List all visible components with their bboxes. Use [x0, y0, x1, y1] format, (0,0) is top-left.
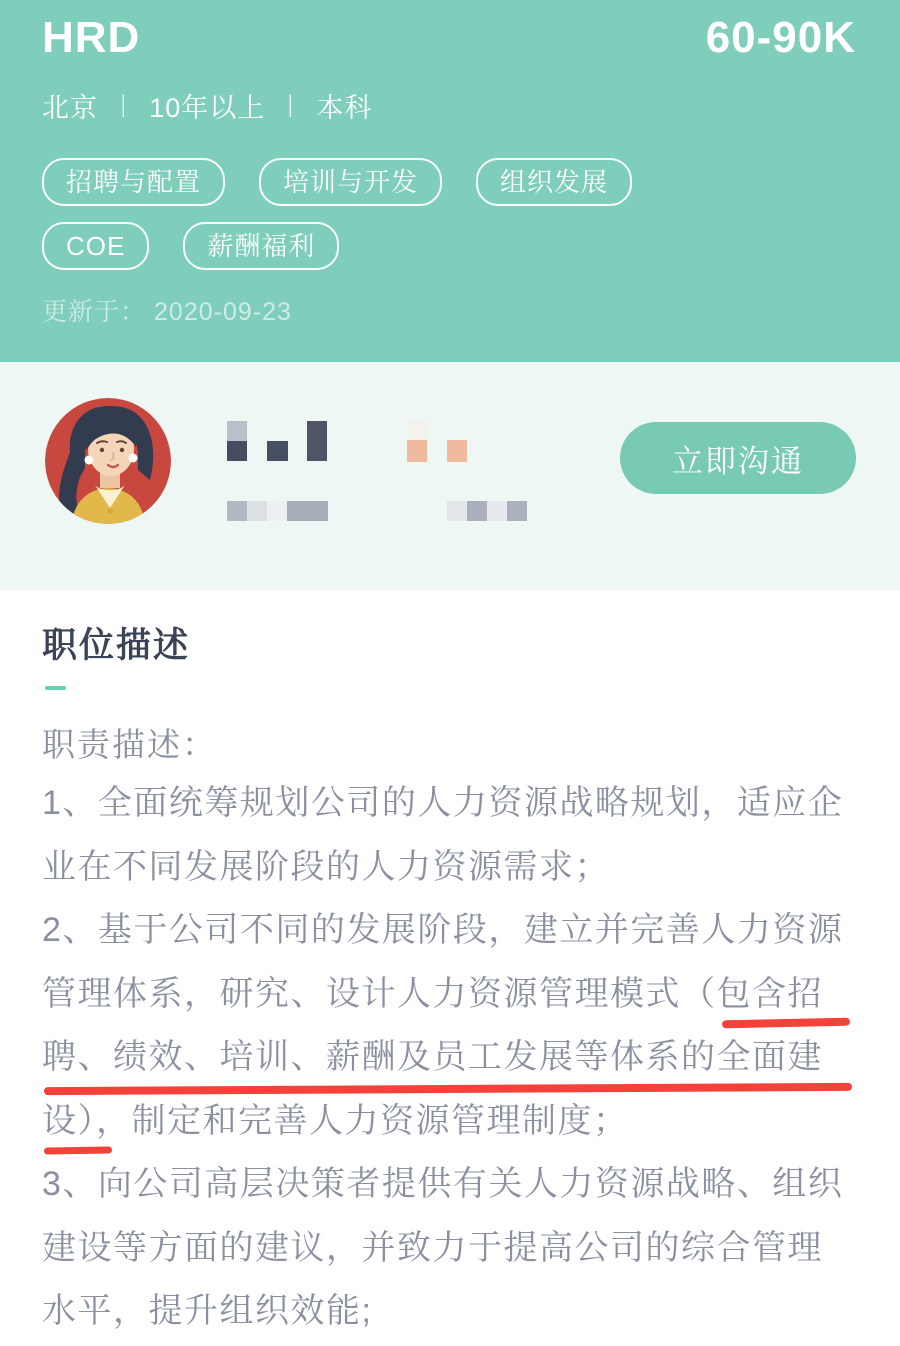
redacted-company-mosaic	[227, 501, 247, 521]
recruiter-card	[0, 362, 900, 590]
description-body	[42, 772, 872, 1344]
job-meta-row	[42, 86, 373, 124]
red-underline-annotation	[44, 1146, 112, 1154]
salary-range: 60-90K	[705, 13, 856, 62]
job-title: HRD	[42, 13, 141, 62]
description-line: 3、向公司高层决策者提供有关人力资源战略、组织	[42, 1165, 844, 1203]
updated-label: 更新于：	[42, 298, 147, 326]
recruiter-avatar[interactable]	[45, 398, 171, 524]
meta-experience: 10年以上	[149, 92, 266, 123]
description-line: 建设等方面的建议，并致力于提高公司的综合管理	[42, 1228, 823, 1267]
redacted-company-mosaic	[467, 501, 487, 521]
skill-tag-compensation: 薪酬福利	[183, 222, 339, 270]
redacted-status-mosaic	[407, 440, 427, 462]
description-intro: 职责描述：	[42, 726, 217, 763]
woman-avatar-illustration	[45, 398, 171, 524]
meta-education: 本科	[316, 92, 373, 123]
skill-tag-org-development: 组织发展	[476, 158, 632, 206]
updated-date-row	[42, 292, 292, 328]
redacted-company-mosaic	[487, 501, 507, 521]
description-line: 2、基于公司不同的发展阶段，建立并完善人力资源	[42, 911, 844, 949]
skill-tag-recruiting: 招聘与配置	[42, 158, 225, 206]
meta-separator: |	[288, 91, 294, 118]
updated-date: 2020-09-23	[154, 298, 292, 326]
redacted-name-mosaic	[227, 421, 247, 441]
redacted-name-mosaic	[227, 441, 247, 461]
teal-dash-accent	[45, 686, 66, 690]
description-line: 水平，提升组织效能;	[42, 1292, 373, 1330]
redacted-company-mosaic	[287, 501, 328, 521]
skill-tag-coe: COE	[42, 222, 149, 270]
chat-now-button[interactable]: 立即沟通	[620, 422, 856, 494]
skill-tags-row-1	[42, 158, 632, 206]
redacted-company-mosaic	[447, 501, 467, 521]
redacted-status-mosaic	[407, 421, 427, 440]
description-line: 设），制定和完善人力资源管理制度；	[42, 1101, 629, 1140]
redacted-name-mosaic	[267, 441, 288, 461]
skill-tags-row-2	[42, 222, 339, 270]
description-line: 业在不同发展阶段的人力资源需求；	[42, 847, 610, 886]
redacted-status-mosaic	[447, 440, 467, 462]
skill-tag-training: 培训与开发	[259, 158, 442, 206]
meta-separator: |	[121, 91, 127, 118]
section-title: 职位描述	[42, 626, 191, 665]
description-line: 聘、绩效、培训、薪酬及员工发展等体系的全面建	[42, 1038, 823, 1076]
description-line: 管理体系，研究、设计人力资源管理模式（包含招	[42, 974, 823, 1013]
meta-city: 北京	[42, 92, 98, 123]
redacted-company-mosaic	[507, 501, 527, 521]
redacted-company-mosaic	[247, 501, 267, 521]
job-header	[0, 0, 900, 362]
title-row	[42, 12, 856, 64]
description-line: 1、全面统筹规划公司的人力资源战略规划，适应企	[42, 784, 844, 822]
redacted-name-mosaic	[307, 421, 327, 461]
redacted-company-mosaic	[267, 501, 287, 521]
